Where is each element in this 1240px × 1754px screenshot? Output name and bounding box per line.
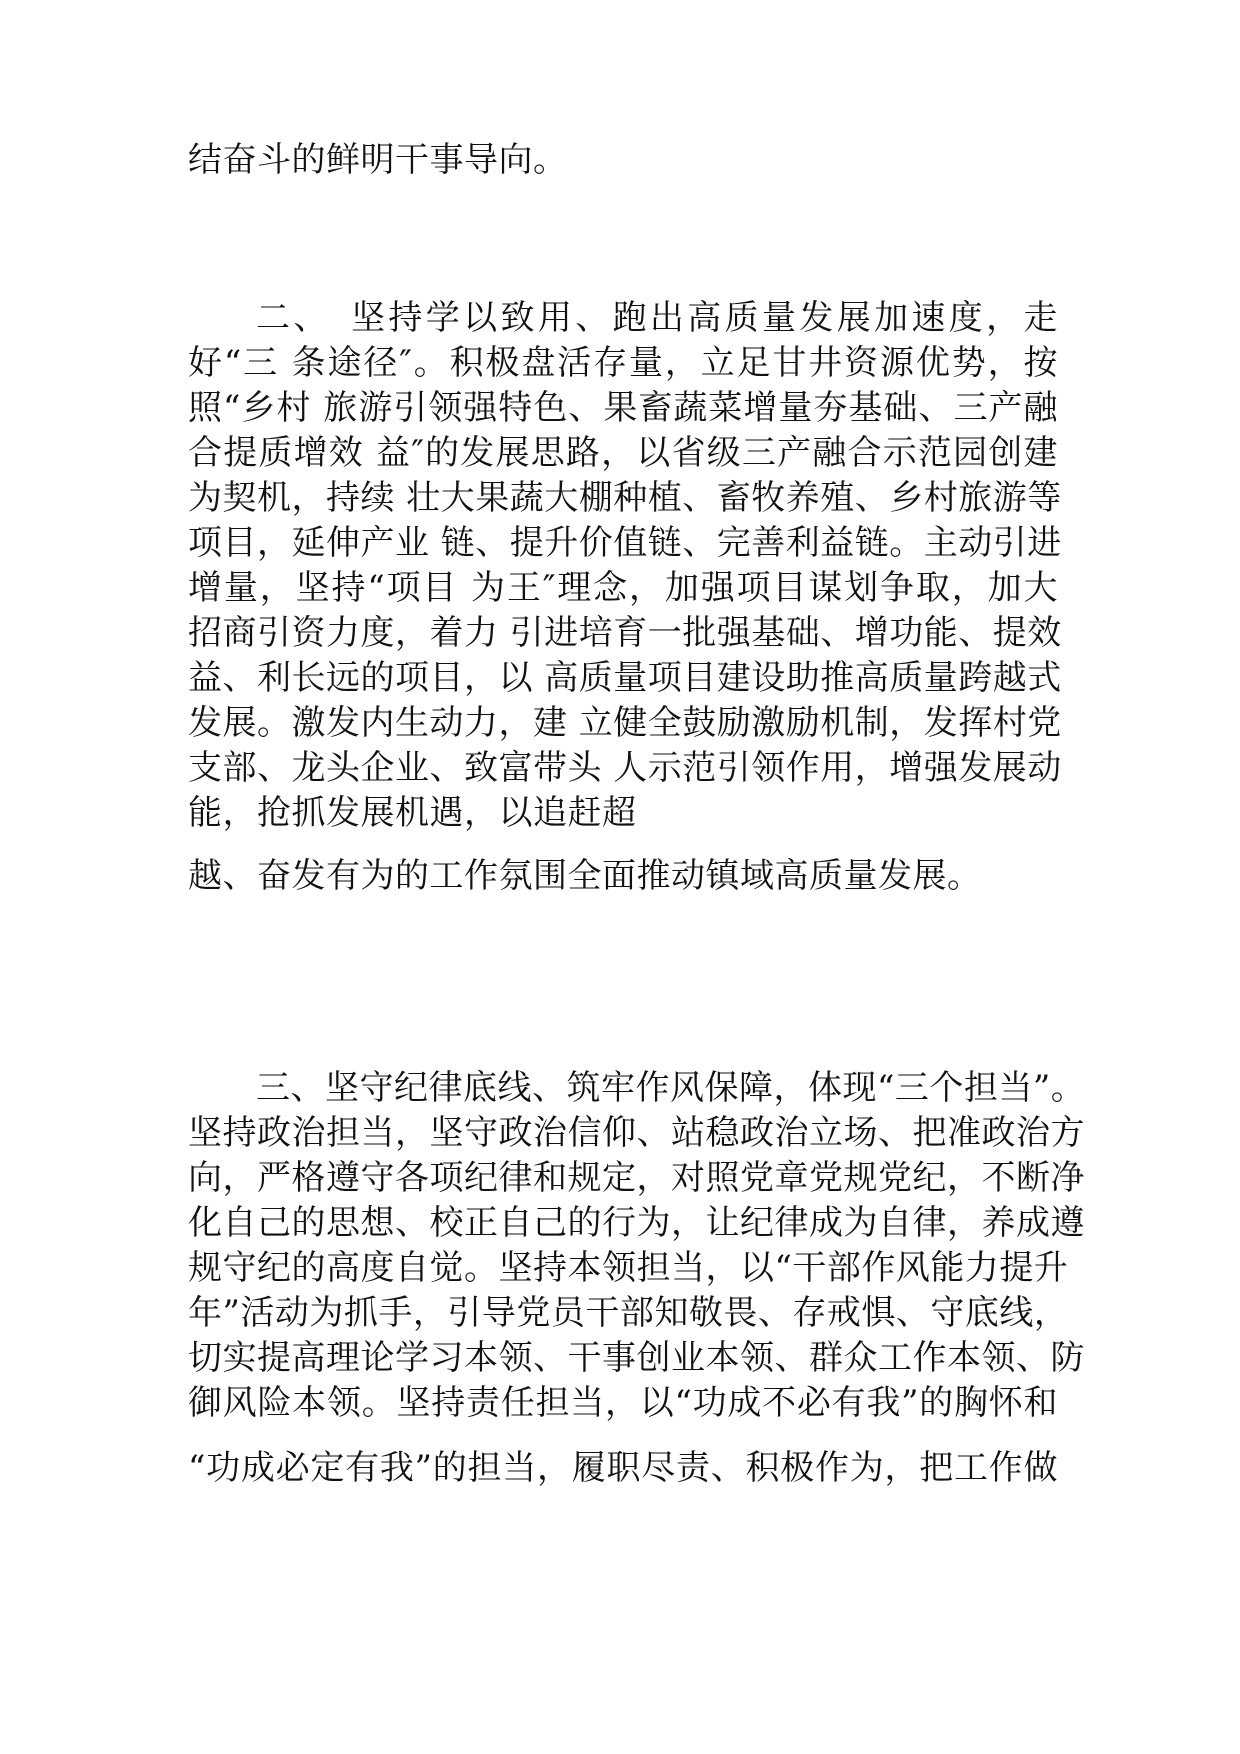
section3-line-3: 向，严格遵守各项纪律和规定，对照党章党规党纪，不断净 [188, 1158, 1085, 1198]
section2-line-4: 合提质增效 益″的发展思路，以省级三产融合示范园创建 [188, 433, 1058, 473]
section2-line-2: 好“三 条途径″。积极盘活存量，立足甘井资源优势，按 [188, 343, 1058, 383]
section2-continuation: 越、奋发有为的工作氛围全面推动镇域高质量发展。 [188, 856, 982, 896]
section2-line-11: 支部、龙头企业、致富带头 人示范引领作用，增强发展动 [188, 748, 1062, 788]
paragraph-fragment-top: 结奋斗的鲜明干事导向。 [188, 140, 568, 180]
section2-line-6: 项目，延伸产业 链、提升价值链、完善利益链。主动引进 [188, 523, 1062, 563]
section2-line-3: 照“乡村 旅游引领强特色、果畜蔬菜增量夯基础、三产融 [188, 388, 1058, 428]
section2-line-5: 为契机，持续 壮大果蔬大棚种植、畜牧养殖、乡村旅游等 [188, 478, 1062, 518]
section3-line-4: 化自己的思想、校正自己的行为，让纪律成为自律，养成遵 [188, 1203, 1085, 1243]
section3-line-8: 御风险本领。坚持责任担当，以“功成不必有我”的胸怀和 [188, 1383, 1058, 1423]
section2-line-8: 招商引资力度，着力 引进培育一批强基础、增功能、提效 [188, 613, 1062, 653]
section3-line-1: 三、坚守纪律底线、筑牢作风保障，体现“三个担当”。 [256, 1068, 1086, 1108]
section3-line-7: 切实提高理论学习本领、干事创业本领、群众工作本领、防 [188, 1338, 1085, 1378]
section3-line-6: 年”活动为抓手，引导党员干部知敬畏、存戒惧、守底线， [188, 1293, 1069, 1333]
section2-line-10: 发展。激发内生动力，建 立健全鼓励激励机制，发挥村党 [188, 703, 1062, 743]
section2-line-7: 增量，坚持“项目 为王″理念，加强项目谋划争取，加大 [188, 568, 1058, 608]
section2-line-9: 益、利长远的项目，以 高质量项目建设助推高质量跨越式 [188, 658, 1062, 698]
section2-line-1: 二、 坚持学以致用、跑出高质量发展加速度，走 [256, 298, 1058, 338]
section3-line-9: “功成必定有我”的担当，履职尽责、积极作为，把工作做 [188, 1448, 1058, 1488]
section2-line-12: 能，抢抓发展机遇，以追赶超 [188, 793, 637, 833]
section3-line-2: 坚持政治担当，坚守政治信仰、站稳政治立场、把准政治方 [188, 1113, 1085, 1153]
section3-line-5: 规守纪的高度自觉。坚持本领担当，以“干部作风能力提升 [188, 1248, 1069, 1288]
